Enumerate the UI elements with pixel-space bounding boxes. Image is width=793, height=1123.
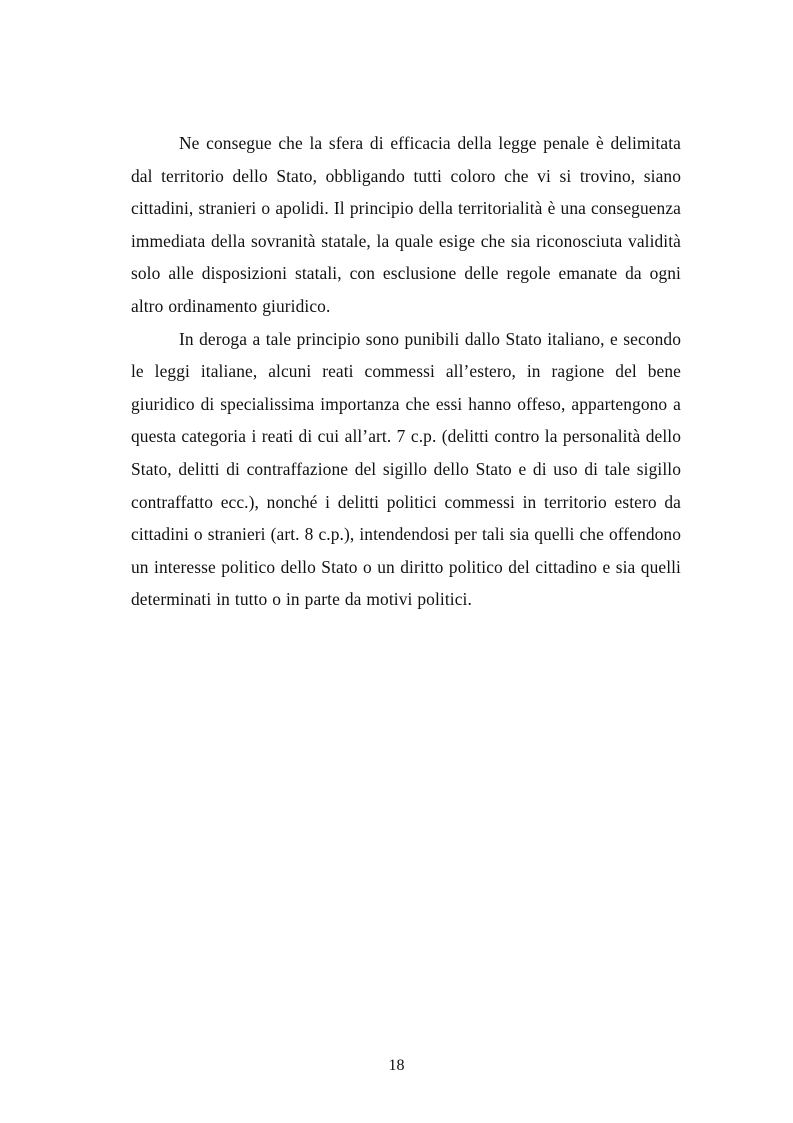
paragraph-exceptions: In deroga a tale principio sono punibili dallo Stato italiano, e secondo le leggi italiane, alcuni reati commessi all’estero, in ragione del bene giuridico di specialissima importanza che essi hanno offeso, appartengono a questa categoria i reati di cui all’art. 7 c.p. (delitti contro la personalità dello Stato, delitti di contraffazione del sigillo dello Stato e di uso di tale sigillo contraffatto ecc.), nonché i delitti politici commessi in territorio estero da cittadini o stranieri (art. 8 c.p.), intendendosi per tali sia quelli che offendono un interesse politico dello Stato o un diritto politico del cittadino e sia quelli determinati in tutto o in parte da motivi politici.	[131, 328, 681, 610]
paragraph-territoriality: Ne consegue che la sfera di efficacia della legge penale è delimitata dal territorio dello Stato, obbligando tutti coloro che vi si trovino, siano cittadini, stranieri o apolidi. Il principio della territorialità è una conseguenza immediata della sovranità statale, la quale esige che sia riconosciuta validità solo alle disposizioni statali, con esclusione delle regole emanate da ogni altro ordinamento giuridico.	[131, 133, 681, 316]
page-number: 18	[388, 1057, 405, 1074]
body-text	[131, 127, 681, 616]
